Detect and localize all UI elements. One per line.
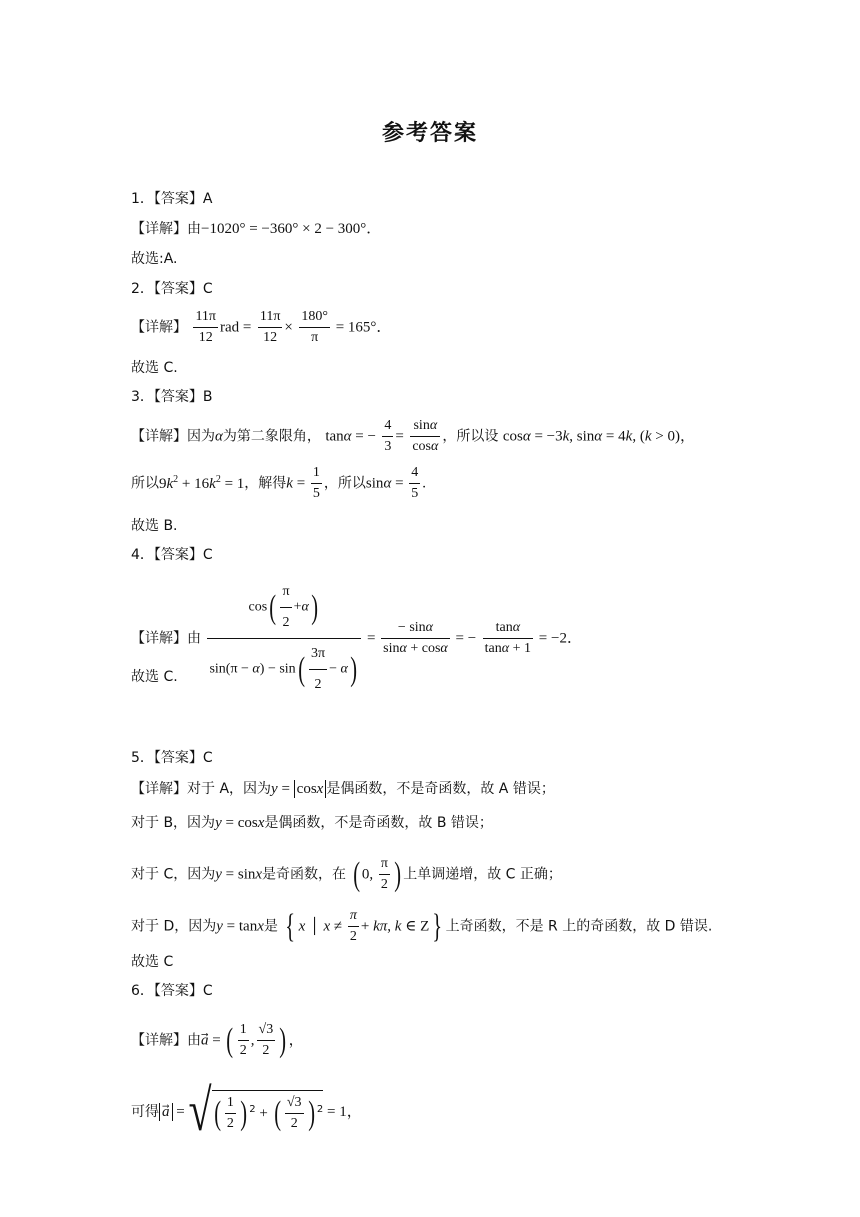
q3-frac-sin-cos: $\frac{\sin\alpha}{\cos\alpha}$ [412,418,439,454]
q4-answer: 4．【答案】C [131,547,213,563]
q5-conclusion: 故选 C [131,954,174,970]
q2-detail-label: 【详解】 [131,319,187,336]
q6-detail: 【详解】由a⃗ = ( $\frac{1}{2}$ , $\frac{√3}{2}$ ) ， [131,1021,304,1059]
q1-math: −1020° = −360° × 2 − 300°． [201,221,382,237]
q6-answer: 6．【答案】C [131,983,213,999]
q1-conclusion: 故选:A. [131,251,178,267]
q6-detail-2: 可得 a = √( $\frac{1}{2}$ ) $^2$ + ( $\frac{√3}{2}$ ) $^2$ = 1， [131,1079,362,1145]
q4-main-frac: cos( $\frac{\pi}{2}$ +α) sin(π − α) − sin( $\frac{3\pi}{2}$ − α) [207,577,361,700]
q2-answer: 2．【答案】C [131,281,213,297]
q3-detail-line2: 所以$9k^2 + 16k^2 = 1$，解得k = $\frac{1}{5}$ ，所以sinα = $\frac{4}{5}$ . [131,463,426,504]
q1-detail-label: 【详解】由 [131,221,201,237]
q2-conclusion: 故选 C. [131,360,178,376]
q5-detail-c: 对于 C，因为y = sinx是奇函数，在 ( 0, $\frac{\pi}{2}$ ) 上单调递增，故 C 正确； [131,855,562,893]
q4-conclusion: 故选 C. [131,669,178,685]
q3-frac-4-5: $\frac{4}{5}$ [411,465,419,501]
q4-frac-2: $\frac{- \sin\alpha}{\sin\alpha + \cos\alpha}$ [383,620,448,656]
q3-detail-line1: 【详解】因为α为第二象限角， tanα = − $\frac{4}{3}$ = $\frac{\sin\alpha}{\cos\alpha}$ ，所以设 cosα = −3k, sinα = 4k, (k > 0)， [131,416,695,457]
q1-detail [131,219,381,239]
q3-conclusion: 故选 B. [131,518,178,534]
q1-answer: 1．【答案】A [131,191,213,207]
q2-frac-b: $\frac{11\pi}{12}$ [259,309,281,345]
q4-frac-3: $\frac{\tan\alpha}{\tan\alpha + 1}$ [484,620,532,656]
q5-answer: 5．【答案】C [131,750,213,766]
q3-frac-1-5: $\frac{1}{5}$ [312,465,320,501]
q4-detail: 【详解】由 cos( $\frac{\pi}{2}$ +α) sin(π − α) − sin( $\frac{3\pi}{2}$ − α) = $\frac{- \sin\alpha}{\sin\alpha + \cos\alpha}$ = − $\frac{\tan\alpha}{\tan\alpha + 1}$ = −2． [131,577,582,700]
q3-frac-4-3: $\frac{4}{3}$ [384,418,392,454]
q2-frac-c: $\frac{180^\circ}{\pi}$ [301,309,328,345]
q5-detail-a: 【详解】对于 A，因为y = cosx 是偶函数，不是奇函数，故 A 错误； [131,781,555,797]
q5-detail-d: 对于 D，因为y = tanx是 { x │ x ≠ $\frac{\pi}{2}$ + kπ, k ∈ Z} 上奇函数，不是 R 上的奇函数，故 D 错误. [131,907,713,945]
q5-detail-b: 对于 B，因为y = cosx是偶函数，不是奇函数，故 B 错误； [131,815,493,831]
q3-answer: 3．【答案】B [131,389,213,405]
page-title: 参考答案 [381,121,478,146]
q2-frac-a: $\frac{11\pi}{12}$ [195,309,217,345]
q2-detail: 【详解】 $\frac{11\pi}{12}$ rad = $\frac{11\pi}{12}$ × $\frac{180^\circ}{\pi}$ = 165°． [131,307,391,348]
